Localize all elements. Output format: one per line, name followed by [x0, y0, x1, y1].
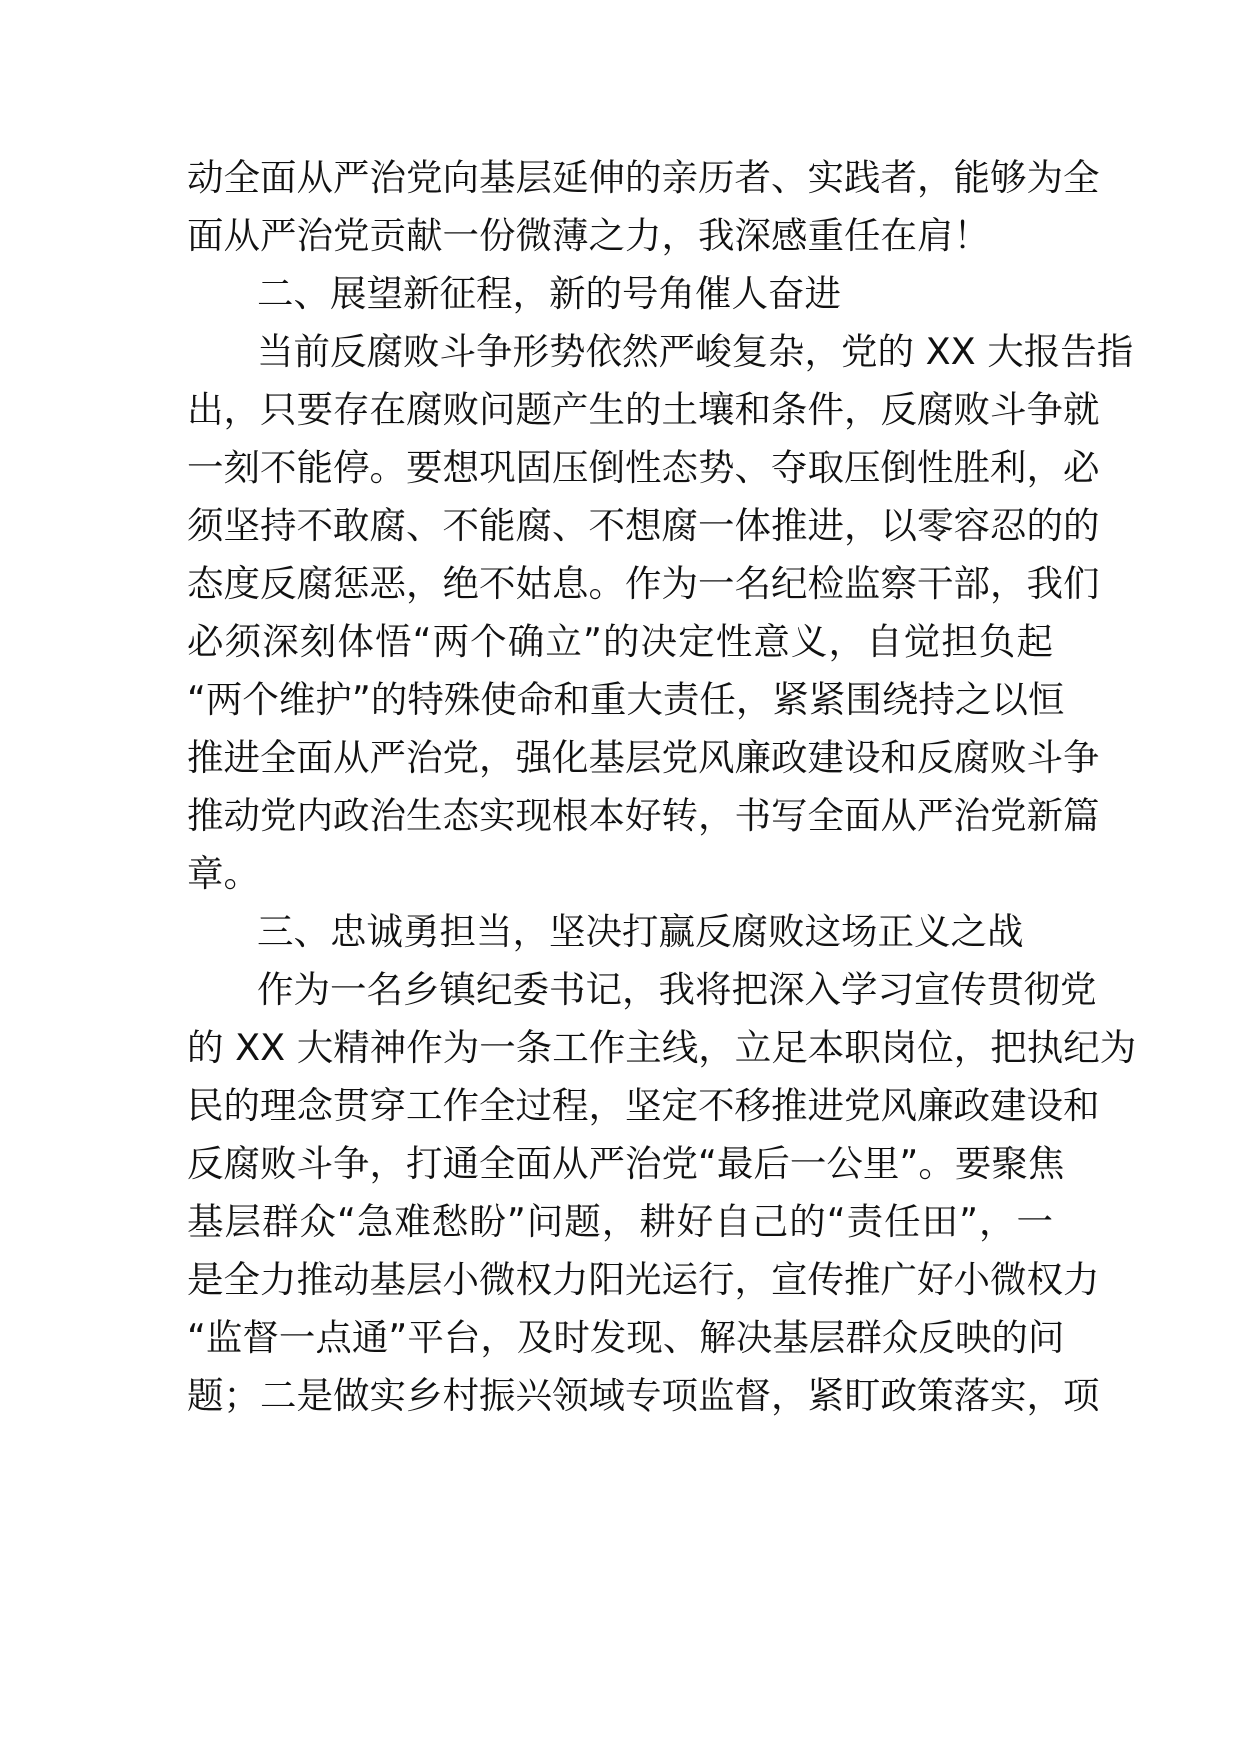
- body-text-line: 必须深刻体悟“两个确立”的决定性意义，自觉担负起: [187, 620, 1053, 663]
- paragraph-first-line: 当前反腐败斗争形势依然严峻复杂，党的 XX 大报告指: [257, 330, 1134, 373]
- body-text-line: 题；二是做实乡村振兴领域专项监督，紧盯政策落实，项: [187, 1374, 1100, 1417]
- body-text-line: 推进全面从严治党，强化基层党风廉政建设和反腐败斗争: [187, 736, 1100, 779]
- body-text-line: 章。: [187, 852, 260, 895]
- body-text-line: 出，只要存在腐败问题产生的土壤和条件，反腐败斗争就: [187, 388, 1100, 431]
- body-text-line: 是全力推动基层小微权力阳光运行，宣传推广好小微权力: [187, 1258, 1100, 1301]
- section-heading-3: 三、忠诚勇担当，坚决打赢反腐败这场正义之战: [257, 910, 1024, 953]
- body-text-line: 一刻不能停。要想巩固压倒性态势、夺取压倒性胜利，必: [187, 446, 1100, 489]
- body-text-line: 态度反腐惩恶，绝不姑息。作为一名纪检监察干部，我们: [187, 562, 1100, 605]
- body-text-line: “两个维护”的特殊使命和重大责任，紧紧围绕持之以恒: [187, 678, 1065, 721]
- body-text-line: 动全面从严治党向基层延伸的亲历者、实践者，能够为全: [187, 156, 1100, 199]
- paragraph-first-line: 作为一名乡镇纪委书记，我将把深入学习宣传贯彻党: [257, 968, 1097, 1011]
- body-text-line: 面从严治党贡献一份微薄之力，我深感重任在肩！: [187, 214, 990, 257]
- body-text-line: 推动党内政治生态实现根本好转，书写全面从严治党新篇: [187, 794, 1100, 837]
- body-text-line: 的 XX 大精神作为一条工作主线，立足本职岗位，把执纪为: [187, 1026, 1137, 1069]
- section-heading-2: 二、展望新征程，新的号角催人奋进: [257, 272, 841, 315]
- body-text-line: “监督一点通”平台，及时发现、解决基层群众反映的问: [187, 1316, 1065, 1359]
- body-text-line: 民的理念贯穿工作全过程，坚定不移推进党风廉政建设和: [187, 1084, 1100, 1127]
- body-text-line: 基层群众“急难愁盼”问题，耕好自己的“责任田”，一: [187, 1200, 1053, 1243]
- document-page: [187, 0, 1137, 1754]
- body-text-line: 须坚持不敢腐、不能腐、不想腐一体推进，以零容忍的的: [187, 504, 1100, 547]
- body-text-line: 反腐败斗争，打通全面从严治党“最后一公里”。要聚焦: [187, 1142, 1065, 1185]
